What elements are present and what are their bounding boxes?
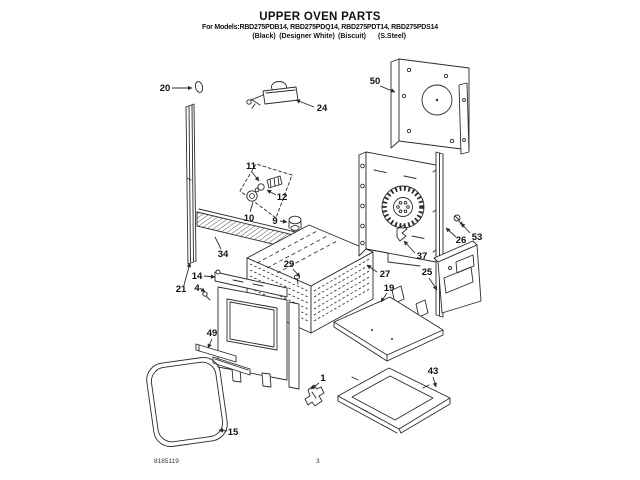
doc-number: 8185119 — [154, 458, 179, 465]
callout-10: 10 — [243, 213, 255, 224]
callout-15: 15 — [227, 427, 239, 438]
page-title: UPPER OVEN PARTS — [259, 11, 381, 23]
models-line: For Models:RBD275PDB14, RBD275PDQ14, RBD275PDT14, RBD275PDS14 — [202, 24, 438, 31]
callout-4: 4 — [194, 283, 200, 294]
callout-50: 50 — [369, 76, 381, 87]
part-bracket-1 — [305, 385, 324, 406]
callout-27: 27 — [379, 269, 391, 280]
callout-21: 21 — [175, 284, 187, 295]
callout-20: 20 — [159, 83, 171, 94]
callout-43: 43 — [427, 366, 439, 377]
callout-11: 11 — [245, 161, 257, 172]
callout-53: 53 — [471, 232, 483, 243]
part-side-trim-21 — [186, 104, 196, 264]
finish-ssteel: (S.Steel) — [377, 33, 407, 40]
callout-25: 25 — [421, 267, 433, 278]
part-door-gasket-15 — [145, 355, 230, 448]
part-door-latch-24 — [247, 82, 298, 109]
finish-biscuit: (Biscuit) — [338, 33, 366, 40]
part-grommet-20 — [194, 81, 203, 93]
callout-37: 37 — [416, 251, 428, 262]
callout-1: 1 — [320, 373, 326, 384]
callout-49: 49 — [206, 328, 218, 339]
part-screw-4 — [203, 292, 210, 300]
part-door-panel-14 — [215, 270, 299, 389]
page-number: 3 — [316, 458, 320, 465]
callout-24: 24 — [316, 103, 328, 114]
callout-34: 34 — [217, 249, 229, 260]
callout-14: 14 — [191, 271, 203, 282]
callout-19: 19 — [383, 283, 395, 294]
callout-26: 26 — [455, 235, 467, 246]
callout-29: 29 — [283, 259, 295, 270]
part-igniter-group — [240, 164, 292, 218]
callout-12: 12 — [276, 192, 288, 203]
finish-designer-white: (Designer White) — [279, 33, 335, 40]
part-rear-panel-50 — [391, 59, 469, 154]
finish-black: (Black) — [252, 33, 276, 40]
callout-9: 9 — [272, 216, 278, 227]
part-rear-liner-panel — [359, 152, 436, 266]
